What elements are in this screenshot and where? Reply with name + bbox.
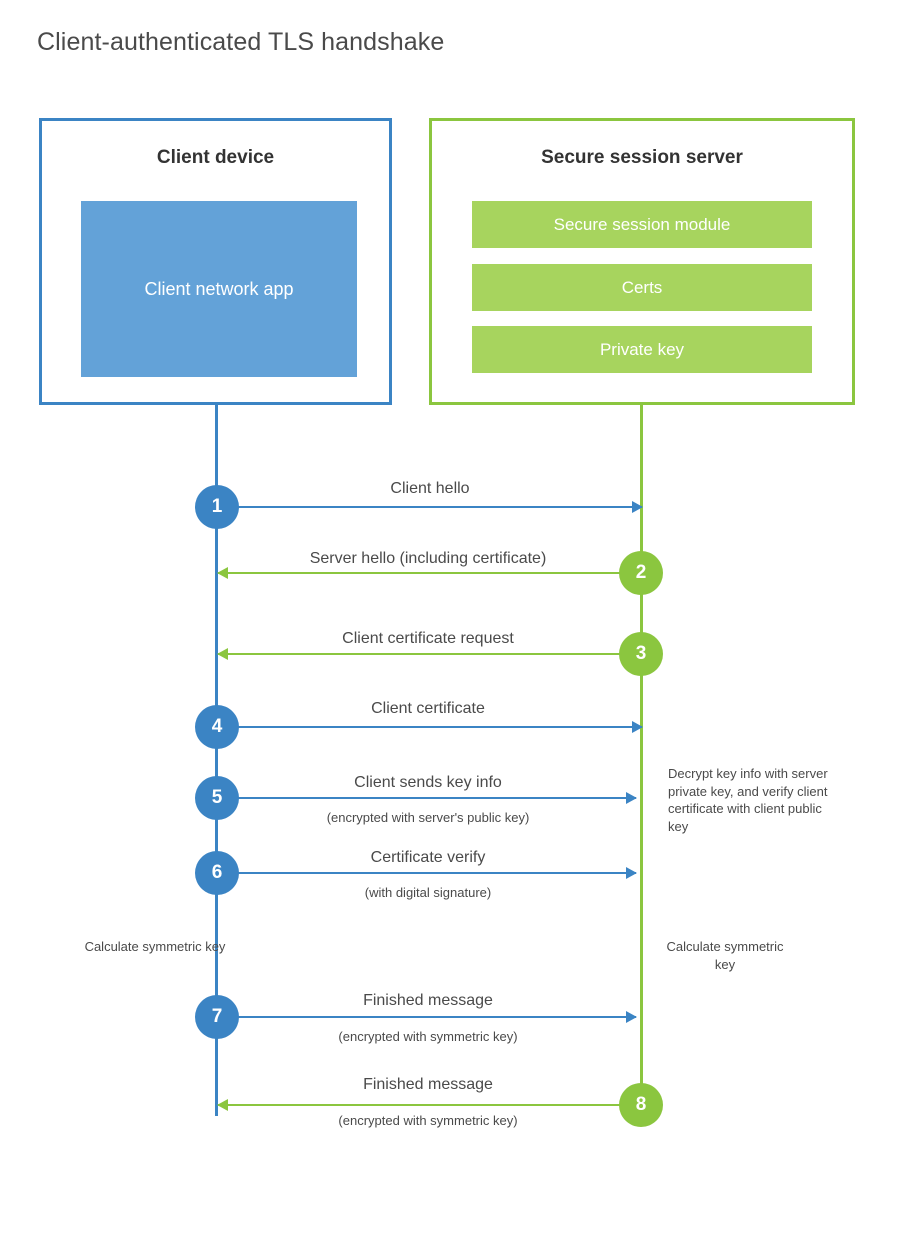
arrowhead-right-icon <box>632 501 643 513</box>
label-step-7: Finished message <box>363 992 493 1009</box>
sublabel-step-5: (encrypted with server's public key) <box>326 810 530 825</box>
arrowhead-right-icon <box>626 1011 637 1023</box>
arrow-step-7 <box>218 1016 636 1018</box>
note-server-calculate-symmetric-key: Calculate symmetric key <box>666 939 784 972</box>
server-item-private-key: Private key <box>472 326 812 373</box>
arrowhead-right-icon <box>632 721 643 733</box>
arrow-step-4 <box>218 726 642 728</box>
label-step-8: Finished message <box>363 1076 493 1093</box>
arrowhead-left-icon <box>217 648 228 660</box>
label-step-2: Server hello (including certificate) <box>309 550 547 567</box>
arrowhead-left-icon <box>217 567 228 579</box>
step-marker-8: 8 <box>619 1083 663 1127</box>
label-step-5: Client sends key info <box>354 774 502 791</box>
step-marker-2: 2 <box>619 551 663 595</box>
client-device-box <box>39 118 392 405</box>
arrow-step-6 <box>218 872 636 874</box>
server-item-secure-session-module: Secure session module <box>472 201 812 248</box>
label-step-1: Client hello <box>390 480 470 497</box>
page-title: Client-authenticated TLS handshake <box>37 28 445 56</box>
step-marker-3: 3 <box>619 632 663 676</box>
secure-session-server-box <box>429 118 855 405</box>
client-device-title: Client device <box>156 147 275 168</box>
label-step-3: Client certificate request <box>342 630 514 647</box>
sublabel-step-8: (encrypted with symmetric key) <box>338 1113 518 1128</box>
sublabel-step-6: (with digital signature) <box>364 885 492 900</box>
step-marker-5: 5 <box>195 776 239 820</box>
arrow-step-3 <box>218 653 642 655</box>
arrowhead-right-icon <box>626 792 637 804</box>
step-marker-6: 6 <box>195 851 239 895</box>
step-marker-1: 1 <box>195 485 239 529</box>
client-network-app: Client network app <box>81 201 357 377</box>
arrowhead-right-icon <box>626 867 637 879</box>
note-server-decrypt: Decrypt key info with server private key, and verify client certificate with client public key <box>668 766 828 834</box>
arrow-step-5 <box>218 797 636 799</box>
arrow-step-2 <box>218 572 642 574</box>
label-step-4: Client certificate <box>371 700 485 717</box>
arrowhead-left-icon <box>217 1099 228 1111</box>
sublabel-step-7: (encrypted with symmetric key) <box>338 1029 518 1044</box>
arrow-step-8 <box>218 1104 642 1106</box>
label-step-6: Certificate verify <box>370 849 486 866</box>
arrow-step-1 <box>218 506 642 508</box>
step-marker-7: 7 <box>195 995 239 1039</box>
step-marker-4: 4 <box>195 705 239 749</box>
secure-session-server-title: Secure session server <box>541 147 743 168</box>
note-client-calculate-symmetric-key: Calculate symmetric key <box>84 939 226 954</box>
server-item-certs: Certs <box>472 264 812 311</box>
